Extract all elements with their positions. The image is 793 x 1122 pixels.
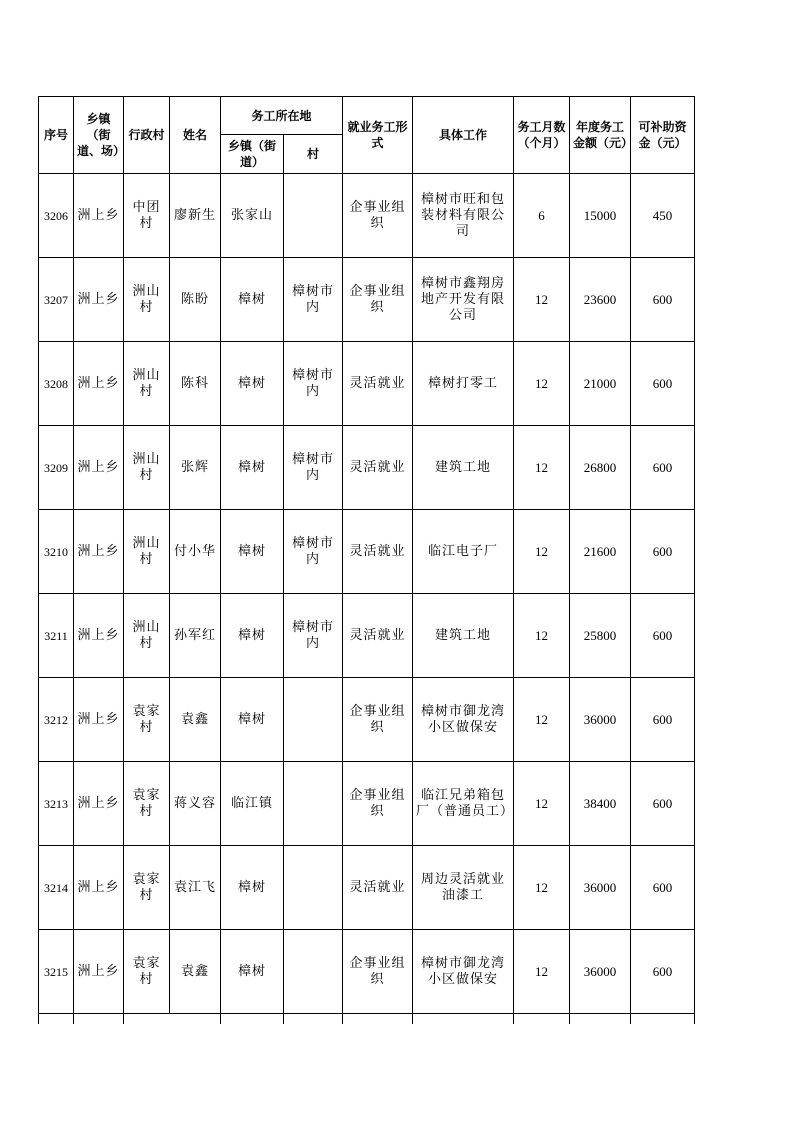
continuation-gap xyxy=(124,1014,170,1025)
cell-subsidy: 600 xyxy=(631,426,695,510)
cell-town: 洲上乡 xyxy=(74,762,124,846)
header-work-location: 务工所在地 xyxy=(221,97,343,135)
cell-months: 12 xyxy=(514,762,570,846)
cell-employment-form: 灵活就业 xyxy=(343,594,413,678)
table-row xyxy=(39,930,695,1014)
cell-subsidy: 600 xyxy=(631,594,695,678)
table-row xyxy=(39,426,695,510)
header-location-town: 乡镇（街道） xyxy=(221,135,284,174)
cell-town: 洲上乡 xyxy=(74,174,124,258)
cell-location-village: 樟树市内 xyxy=(284,342,343,426)
cell-village: 洲山村 xyxy=(124,426,170,510)
cell-location-town: 樟树 xyxy=(221,426,284,510)
cell-seq: 3214 xyxy=(39,846,74,930)
cell-name: 廖新生 xyxy=(170,174,221,258)
cell-annual-income: 38400 xyxy=(570,762,631,846)
header-months: 务工月数（个月） xyxy=(514,97,570,174)
cell-annual-income: 21600 xyxy=(570,510,631,594)
cell-months: 12 xyxy=(514,678,570,762)
cell-location-village: 樟树市内 xyxy=(284,510,343,594)
cell-town: 洲上乡 xyxy=(74,846,124,930)
cell-seq: 3213 xyxy=(39,762,74,846)
cell-months: 12 xyxy=(514,846,570,930)
table-row xyxy=(39,342,695,426)
cell-annual-income: 26800 xyxy=(570,426,631,510)
cell-village: 袁家村 xyxy=(124,846,170,930)
cell-name: 陈科 xyxy=(170,342,221,426)
continuation-cell xyxy=(39,1014,74,1025)
cell-subsidy: 450 xyxy=(631,174,695,258)
cell-employment-form: 灵活就业 xyxy=(343,426,413,510)
cell-employment-form: 企事业组织 xyxy=(343,174,413,258)
header-job: 具体工作 xyxy=(413,97,514,174)
cell-employment-form: 企事业组织 xyxy=(343,762,413,846)
continuation-cell xyxy=(221,1014,284,1025)
cell-employment-form: 企事业组织 xyxy=(343,930,413,1014)
cell-months: 6 xyxy=(514,174,570,258)
cell-job: 樟树市旺和包装材料有限公司 xyxy=(413,174,514,258)
cell-annual-income: 23600 xyxy=(570,258,631,342)
cell-location-town: 临江镇 xyxy=(221,762,284,846)
cell-location-town: 樟树 xyxy=(221,846,284,930)
cell-seq: 3208 xyxy=(39,342,74,426)
cell-months: 12 xyxy=(514,258,570,342)
cell-job: 建筑工地 xyxy=(413,594,514,678)
cell-town: 洲上乡 xyxy=(74,678,124,762)
subsidy-table-sheet xyxy=(38,96,695,1024)
cell-employment-form: 灵活就业 xyxy=(343,342,413,426)
cell-town: 洲上乡 xyxy=(74,510,124,594)
table-body xyxy=(39,174,695,1025)
cell-seq: 3211 xyxy=(39,594,74,678)
cell-name: 袁江飞 xyxy=(170,846,221,930)
cell-location-village xyxy=(284,174,343,258)
cell-location-village: 樟树市内 xyxy=(284,426,343,510)
cell-annual-income: 21000 xyxy=(570,342,631,426)
cell-subsidy: 600 xyxy=(631,930,695,1014)
cell-job: 樟树市御龙湾小区做保安 xyxy=(413,678,514,762)
cell-village: 袁家村 xyxy=(124,678,170,762)
header-subsidy: 可补助资金（元） xyxy=(631,97,695,174)
cell-subsidy: 600 xyxy=(631,678,695,762)
cell-employment-form: 灵活就业 xyxy=(343,510,413,594)
cell-seq: 3215 xyxy=(39,930,74,1014)
continuation-cell xyxy=(570,1014,631,1025)
cell-location-village xyxy=(284,678,343,762)
cell-name: 付小华 xyxy=(170,510,221,594)
cell-village: 袁家村 xyxy=(124,762,170,846)
cell-months: 12 xyxy=(514,342,570,426)
header-location-village: 村 xyxy=(284,135,343,174)
cell-annual-income: 15000 xyxy=(570,174,631,258)
cell-annual-income: 36000 xyxy=(570,678,631,762)
cell-months: 12 xyxy=(514,426,570,510)
cell-seq: 3212 xyxy=(39,678,74,762)
cell-employment-form: 灵活就业 xyxy=(343,846,413,930)
continuation-cell xyxy=(74,1014,124,1025)
cell-location-town: 樟树 xyxy=(221,594,284,678)
cell-seq: 3210 xyxy=(39,510,74,594)
table-continuation-row xyxy=(39,1014,695,1025)
cell-name: 陈盼 xyxy=(170,258,221,342)
table-row xyxy=(39,174,695,258)
cell-months: 12 xyxy=(514,510,570,594)
continuation-gap xyxy=(170,1014,221,1025)
cell-name: 袁鑫 xyxy=(170,930,221,1014)
cell-location-village xyxy=(284,930,343,1014)
cell-location-town: 樟树 xyxy=(221,258,284,342)
cell-location-village xyxy=(284,846,343,930)
cell-job: 临江电子厂 xyxy=(413,510,514,594)
cell-job: 周边灵活就业油漆工 xyxy=(413,846,514,930)
cell-subsidy: 600 xyxy=(631,510,695,594)
cell-location-town: 樟树 xyxy=(221,678,284,762)
cell-town: 洲上乡 xyxy=(74,426,124,510)
cell-name: 蒋义容 xyxy=(170,762,221,846)
cell-location-town: 张家山 xyxy=(221,174,284,258)
cell-location-town: 樟树 xyxy=(221,510,284,594)
cell-seq: 3207 xyxy=(39,258,74,342)
cell-name: 张辉 xyxy=(170,426,221,510)
cell-job: 樟树市鑫翔房地产开发有限公司 xyxy=(413,258,514,342)
cell-village: 洲山村 xyxy=(124,342,170,426)
continuation-cell xyxy=(413,1014,514,1025)
cell-location-town: 樟树 xyxy=(221,342,284,426)
cell-town: 洲上乡 xyxy=(74,342,124,426)
header-name: 姓名 xyxy=(170,97,221,174)
table-row xyxy=(39,846,695,930)
table-row xyxy=(39,762,695,846)
cell-employment-form: 企事业组织 xyxy=(343,258,413,342)
table-row xyxy=(39,594,695,678)
cell-subsidy: 600 xyxy=(631,846,695,930)
cell-name: 袁鑫 xyxy=(170,678,221,762)
cell-job: 建筑工地 xyxy=(413,426,514,510)
cell-location-village: 樟树市内 xyxy=(284,258,343,342)
cell-village: 洲山村 xyxy=(124,258,170,342)
continuation-cell xyxy=(343,1014,413,1025)
cell-village: 洲山村 xyxy=(124,594,170,678)
cell-location-town: 樟树 xyxy=(221,930,284,1014)
cell-village: 洲山村 xyxy=(124,510,170,594)
cell-subsidy: 600 xyxy=(631,258,695,342)
cell-town: 洲上乡 xyxy=(74,930,124,1014)
header-town: 乡镇（街道、场） xyxy=(74,97,124,174)
cell-location-village xyxy=(284,762,343,846)
table-header xyxy=(39,97,695,174)
table-row xyxy=(39,678,695,762)
cell-town: 洲上乡 xyxy=(74,258,124,342)
cell-name: 孙军红 xyxy=(170,594,221,678)
cell-seq: 3206 xyxy=(39,174,74,258)
cell-annual-income: 25800 xyxy=(570,594,631,678)
cell-village: 中团村 xyxy=(124,174,170,258)
header-village: 行政村 xyxy=(124,97,170,174)
header-annual-income: 年度务工金额（元） xyxy=(570,97,631,174)
cell-subsidy: 600 xyxy=(631,342,695,426)
header-seq: 序号 xyxy=(39,97,74,174)
cell-seq: 3209 xyxy=(39,426,74,510)
cell-employment-form: 企事业组织 xyxy=(343,678,413,762)
cell-job: 樟树打零工 xyxy=(413,342,514,426)
cell-town: 洲上乡 xyxy=(74,594,124,678)
continuation-cell xyxy=(514,1014,570,1025)
continuation-cell xyxy=(284,1014,343,1025)
cell-months: 12 xyxy=(514,594,570,678)
cell-job: 樟树市御龙湾小区做保安 xyxy=(413,930,514,1014)
header-employment-form: 就业务工形式 xyxy=(343,97,413,174)
cell-village: 袁家村 xyxy=(124,930,170,1014)
cell-annual-income: 36000 xyxy=(570,846,631,930)
cell-location-village: 樟树市内 xyxy=(284,594,343,678)
employment-subsidy-table xyxy=(38,96,695,1024)
cell-subsidy: 600 xyxy=(631,762,695,846)
continuation-cell xyxy=(631,1014,695,1025)
cell-annual-income: 36000 xyxy=(570,930,631,1014)
table-row xyxy=(39,258,695,342)
cell-months: 12 xyxy=(514,930,570,1014)
cell-job: 临江兄弟箱包厂（普通员工） xyxy=(413,762,514,846)
table-row xyxy=(39,510,695,594)
